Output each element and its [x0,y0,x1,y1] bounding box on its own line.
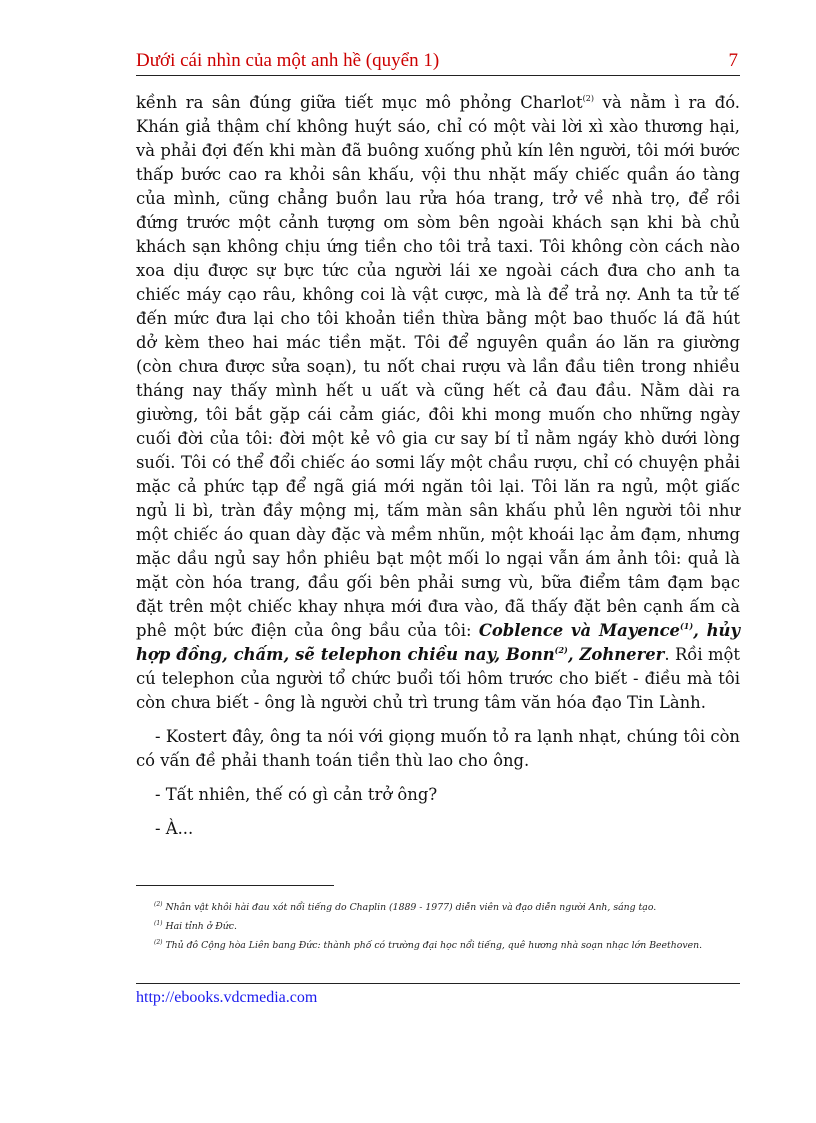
footnote-ref: (1) [680,621,694,631]
footnote-item: $^{(2)}$ Thủ đô Cộng hòa Liên bang Đức: thành phố có trường đại học nổi tiếng, quê hương nhà soạn nhạc lớn Beethoven. [154,939,703,951]
paragraph-3: - Tất nhiên, thế có gì cản trở ông? [155,785,438,804]
footnote-ref: (2) [554,645,568,655]
telegram-text: Coblence và Mayence [478,621,680,640]
footnotes [136,902,740,959]
footnote-item: $^{(1)}$ Hai tỉnh ở Đức. [154,920,237,932]
book-title: Dưới cái nhìn của một anh hề (quyển 1) [136,50,440,71]
running-header [136,50,740,76]
footnote-ref: (2) [582,94,594,103]
body-text [136,91,740,841]
footer-link[interactable]: http://ebooks.vdcmedia.com [136,989,318,1006]
telegram-text: , Zohnerer [567,645,665,664]
telegram-text: , hủy hợp đồng, chấm, sẽ telephon chiều nay, Bonn [136,621,740,664]
paragraph-4: - À... [155,819,194,838]
paragraph-2: - Kostert đây, ông ta nói với giọng muốn tỏ ra lạnh nhạt, chúng tôi còn có vấn đề phải thanh toán tiền thù lao cho ông. [136,727,740,770]
page-number: 7 [728,50,738,71]
paragraph-1: kềnh ra sân đúng giữa tiết mục mô phỏng Charlot$^{(2)}$ và nằm ì ra đó. Khán giả thậm chí không huýt sáo, chỉ có một vài lời xì xào thương hại, và phải đợi đến khi màn đã buông xuống phủ kín lên người, tôi mới bước thấp bước cao ra khỏi sân khấu, vội thu nhặt mấy chiếc quần áo tàng của mình, cũng chẳng buồn lau rửa hóa trang, trở về nhà trọ, để rồi đứng trước một cảnh tượng om sòm bên ngoài khách sạn khi bà chủ khách sạn không chịu ứng tiền cho tôi trả taxi. Tôi không còn cách nào xoa dịu được sự bực tức của người lái xe ngoài cách đưa cho anh ta chiếc máy cạo râu, không coi là vật cược, mà là để trả nợ. Anh ta tử tế đến mức đưa lại cho tôi khoản tiền thừa bằng một bao thuốc lá đã hút dở kèm theo hai mác tiền mặt. Tôi để nguyên quần áo lăn ra giường (còn chưa được sửa soạn), tu nốt chai rượu và lần đầu tiên trong nhiều tháng nay thấy mình hết u uất và cũng hết cả đau đầu. Nằm dài ra giường, tôi bắt gặp cái cảm giác, đôi khi mong muốn cho những ngày cuối đời của tôi: đời một kẻ vô gia cư say bí tỉ nằm ngáy khò dưới lòng suối. Tôi có thể đổi chiếc áo sơmi lấy một chầu rượu, chỉ có chuyện phải mặc cả phức tạp để ngã giá mới ngăn tôi lại. Tôi lăn ra ngủ, một giấc ngủ li bì, tràn đầy mộng mị, tấm màn sân khấu phủ lên người tôi như một chiếc áo quan dày đặc và mềm nhũn, một khoái lạc ảm đạm, nhưng mặc dầu ngủ say hồn phiêu bạt một mối lo ngại vẫn ám ảnh tôi: quả là mặt còn hóa trang, đầu gối bên phải sưng vù, bữa điểm tâm đạm bạc đặt trên một chiếc khay nhựa mới đưa vào, đã thấy đặt bên cạnh ấm cà phê một bức điện của ông bầu của tôi: Coblence và Mayence$^{(1)}$, hủy hợp đồng, chấm, sẽ telephon chiều nay, Bonn$^{(2)}$, Zohnerer. Rồi một cú telephon của người tổ chức buổi tối hôm trước cho biết - điều mà tôi còn chưa biết - ông là người chủ trì trung tâm văn hóa đạo Tin Lành. [136,93,740,712]
footer-divider [136,983,740,984]
footnote-divider [136,885,334,886]
footnote-item: $^{(2)}$ Nhân vật khôi hài đau xót nổi tiếng do Chaplin (1889 - 1977) diễn viên và đạo diễn người Anh, sáng tạo. [154,901,657,913]
